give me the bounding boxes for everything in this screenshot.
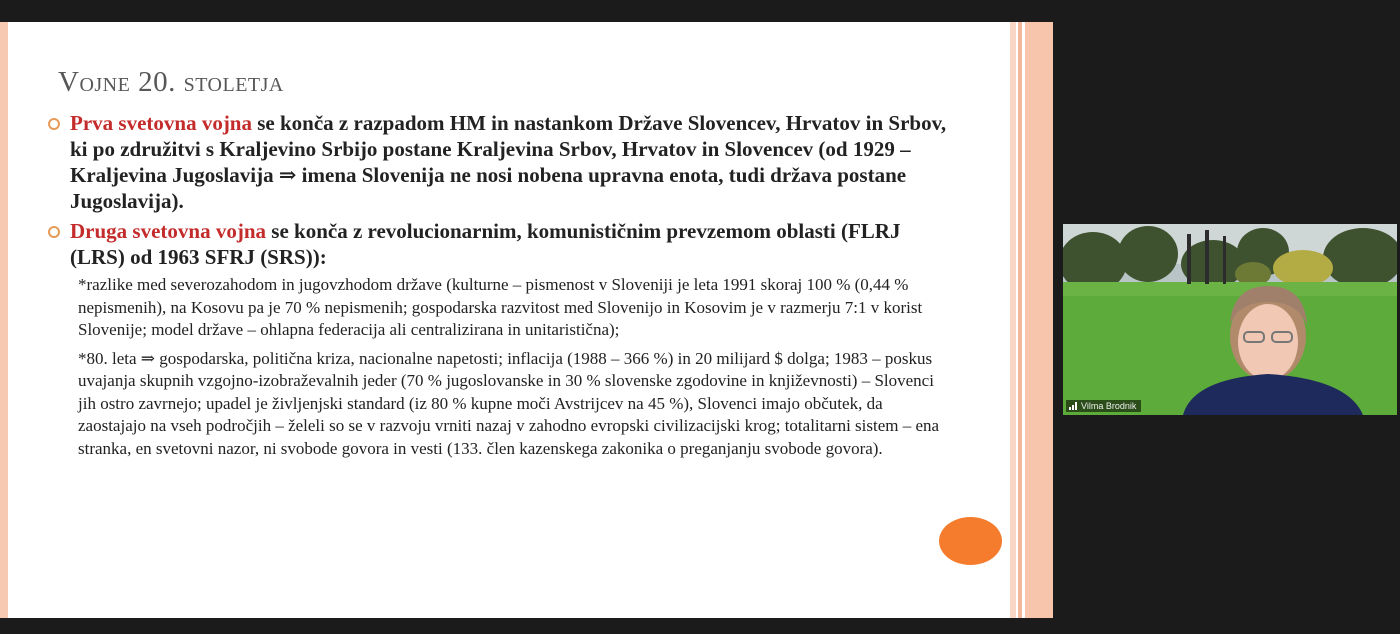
bullet-body: se konča z revolucionarnim, komunističnim prevzemom oblasti (FLRJ (LRS) od 1963 SFRJ (SRS)): [70, 219, 901, 269]
bullet-text [70, 218, 953, 270]
laser-pointer-dot [939, 517, 1002, 565]
participant-video-tile[interactable] [1063, 224, 1397, 415]
shared-slide [0, 22, 1053, 618]
signal-icon [1069, 402, 1078, 410]
slide-right-stripe [1010, 22, 1016, 618]
bullet-highlight: Druga svetovna vojna [70, 219, 267, 243]
slide-content [48, 110, 953, 460]
bullet-body: se konča z razpadom HM in nastankom Države Slovencev, Hrvatov in Srbov, ki po združitvi s Kraljevino Srbijo postane Kraljevina Srbov, Hrvatov in Slovencev (od 1929 – Kraljevina Jugoslavija ⇒ imena Slovenija ne nosi nobena upravna enota, tudi država postane Jugoslavija). [70, 111, 947, 213]
bullet-item [48, 218, 953, 270]
subpoint: *razlike med severozahodom in jugovzhodom države (kulturne – pismenost v Sloveniji je leta 1991 skoraj 100 % (0,44 % nepismenih), na Kosovu pa je 70 % nepismenih; gospodarska razvitost med Slovenijo in Kosovim je v razmerju 7:1 v korist Slovenije; model države – ohlapna federacija ali centralizirana in unitaristična); [78, 275, 923, 339]
participant-name: Vilma Brodnik [1081, 401, 1137, 411]
bullet-highlight: Prva svetovna vojna [70, 111, 252, 135]
bullet-ring-icon [48, 226, 60, 238]
bullet-ring-icon [48, 118, 60, 130]
bullet-item [48, 110, 953, 214]
slide-right-stripe [1025, 22, 1053, 618]
participant-name-tag [1066, 400, 1141, 412]
subpoint: *80. leta ⇒ gospodarska, politična kriza, nacionalne napetosti; inflacija (1988 – 366 %) in 20 milijard $ dolga; 1983 – poskus uvajanja skupnih vzgojno-izobraževalnih jeder (70 % jugoslovanske in 30 % slovenske zgodovine in književnosti) – Slovenci jih ostro zavrnejo; upadel je življenjski standard (iz 80 % kupne moči Avstrijcev na 45 %), Slovenci imajo občutek, da zaostajajo na vseh področjih – želeli so se v razvoju vrniti nazaj v zahodno evropski civilizacijski krog; totalitarni sistem – ena stranka, en svetovni nazor, ni svobode govora in vesti (133. člen kazenskega zakonika o preganjanju svobode govora). [78, 348, 940, 458]
participant-video-feed [1063, 224, 1397, 415]
slide-right-stripe [1018, 22, 1022, 618]
slide-left-border [0, 22, 8, 618]
slide-title: Vojne 20. stoletja [58, 66, 284, 98]
bullet-text [70, 110, 953, 214]
